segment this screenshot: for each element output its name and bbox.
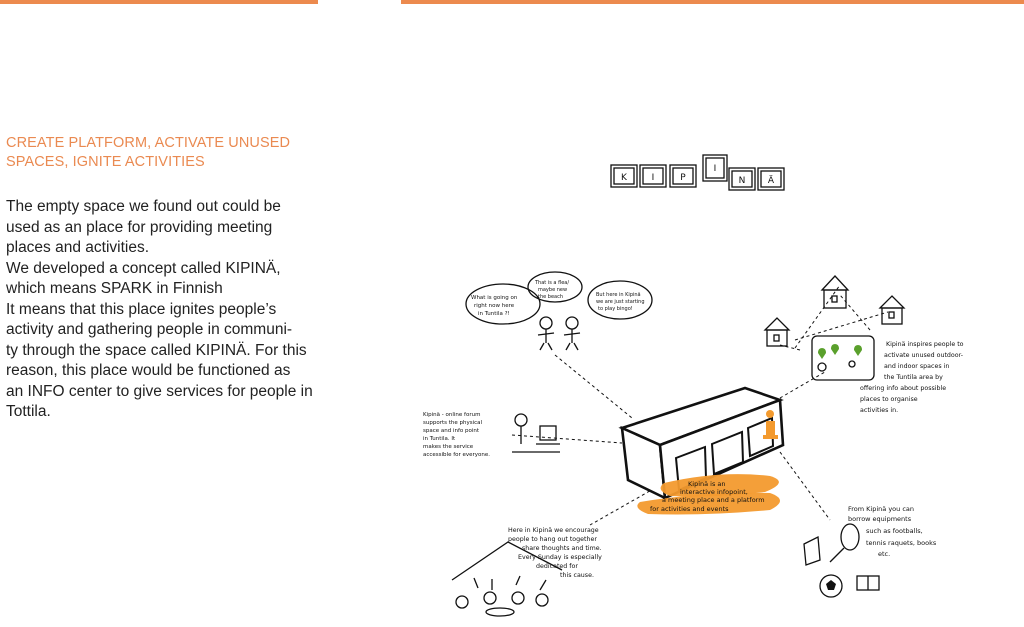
note-line: space and info point — [423, 428, 480, 434]
body-line: places and activities. — [6, 239, 150, 256]
inspire-note — [860, 341, 964, 414]
bubble-line: to play bingo! — [598, 306, 633, 312]
body-line: activity and gathering people in communi- — [6, 321, 293, 338]
body-line: The empty space we found out could be — [6, 198, 281, 215]
note-line: borrow equipments — [848, 515, 912, 523]
bubble-line: What is going on — [471, 295, 518, 301]
note-line: such as footballs, — [866, 527, 923, 535]
note-line: places to organise — [860, 396, 918, 403]
body-line: Tottila. — [6, 403, 51, 420]
top-rule-right — [401, 0, 1024, 4]
body-line: ty through the space called KIPINÄ. For this — [6, 341, 307, 359]
concept-sketch — [400, 140, 1024, 627]
note-line: the Tuntila area by — [884, 374, 943, 381]
logo-letter: N — [738, 176, 746, 186]
body-line: which means SPARK in Finnish — [6, 280, 223, 297]
body-paragraph — [6, 197, 324, 423]
kipina-logo — [611, 155, 784, 190]
bubble-2-text — [534, 280, 569, 300]
note-line: for activities and events — [650, 505, 729, 513]
note-line: people to hang out together — [508, 536, 597, 543]
bubble-1-text — [471, 295, 518, 317]
map-pins — [818, 344, 862, 359]
note-line: share thoughts and time. — [522, 545, 602, 552]
concept-sketch-svg — [400, 140, 1024, 627]
logo-letter: K — [621, 173, 627, 183]
body-line: reason, this place would be functioned as — [6, 362, 291, 379]
body-line: We developed a concept called KIPINÄ, — [6, 259, 281, 277]
section-heading — [6, 134, 306, 172]
note-line: activities in. — [860, 407, 899, 414]
note-line: and indoor spaces in — [884, 363, 950, 370]
bubble-line: we are just starting — [596, 299, 645, 305]
note-line: this cause. — [560, 572, 594, 579]
note-line: accessible for everyone. — [423, 452, 491, 458]
body-line: used as an place for providing meeting — [6, 218, 273, 236]
bubble-line: But here in Kipinä — [596, 292, 641, 298]
body-line: an INFO center to give services for people in — [6, 382, 313, 400]
logo-letter: P — [680, 173, 686, 183]
people-talking — [538, 317, 580, 350]
body-line: It means that this place ignites people’s — [6, 300, 277, 318]
bubble-line: in Tuntila ?! — [478, 311, 510, 317]
bubble-3-text — [596, 292, 645, 312]
heading-line-1: CREATE PLATFORM, ACTIVATE UNUSED — [6, 135, 291, 151]
bubble-line: That is a flea/ — [535, 280, 570, 286]
note-line: activate unused outdoor- — [884, 352, 964, 359]
note-line: Here in Kipinä we encourage — [508, 527, 599, 534]
computer-user — [512, 414, 560, 452]
note-line: etc. — [878, 550, 891, 558]
encourage-note — [508, 527, 602, 579]
note-line: a meeting place and a platform — [662, 496, 765, 504]
logo-letter: I — [651, 173, 655, 183]
note-line: in Tuntila. It — [423, 436, 456, 442]
note-line: makes the service — [423, 444, 474, 450]
note-line: From Kipinä you can — [848, 505, 915, 513]
note-line: tennis raquets, books — [866, 539, 937, 547]
note-line: interactive infopoint, — [680, 488, 748, 496]
top-rule-left — [0, 0, 318, 4]
note-line: supports the physical — [423, 420, 483, 426]
note-line: Every Sunday is especially — [518, 554, 602, 561]
note-line: Kipinä - online forum — [423, 412, 481, 418]
note-line: dedicated for — [536, 563, 578, 570]
logo-letter: Ä — [767, 176, 775, 186]
bubble-line: maybe new — [538, 287, 568, 293]
note-line: offering info about possible — [860, 385, 947, 392]
heading-line-2: SPACES, IGNITE ACTIVITIES — [6, 154, 205, 170]
note-line: Kipinä is an — [688, 480, 726, 488]
bubble-line: the beach — [538, 294, 564, 300]
logo-letter: I — [713, 164, 717, 174]
online-forum-note — [423, 412, 490, 458]
borrow-note — [848, 505, 937, 558]
note-line: Kipinä inspires people to — [886, 341, 964, 348]
bubble-line: right now here — [474, 303, 515, 309]
